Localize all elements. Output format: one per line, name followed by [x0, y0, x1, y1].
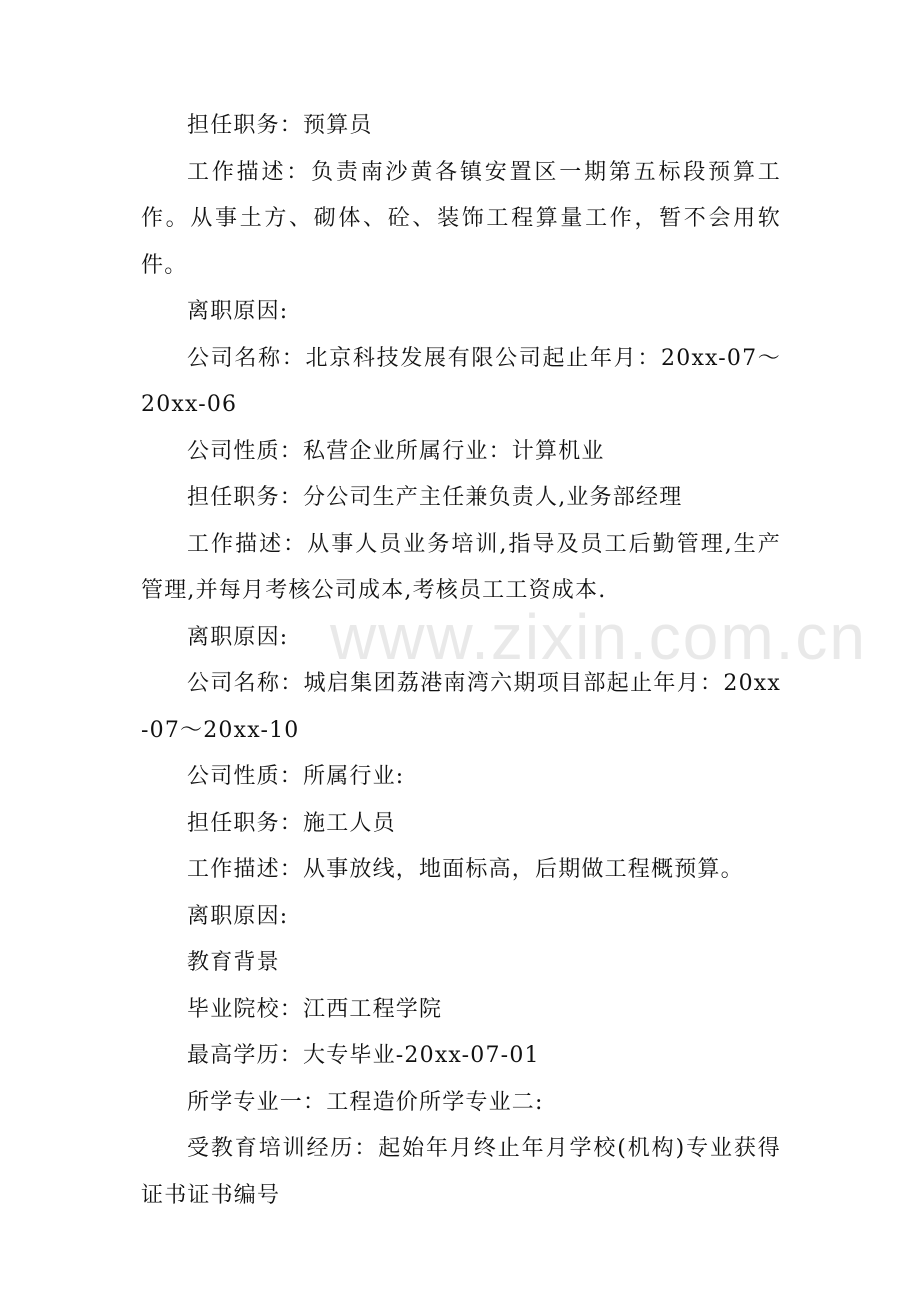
paragraph-training-history: 受教育培训经历：起始年月终止年月学校(机构)专业获得证书证书编号: [141, 1136, 781, 1208]
paragraph-leave-reason: 离职原因:: [187, 624, 289, 650]
document-body: [141, 103, 781, 1219]
paragraph-highest-degree: 最高学历：大专毕业-20xx-07-01: [187, 1043, 540, 1068]
paragraph-position: 担任职务：分公司生产主任兼负责人,业务部经理: [187, 485, 683, 510]
paragraph-company-name: 公司名称：北京科技发展有限公司起止年月：20xx-07～20xx-06: [141, 345, 781, 417]
paragraph-job-description: 工作描述：负责南沙黄各镇安置区一期第五标段预算工作。从事土方、砌体、砼、装饰工程算量工作，暂不会用软件。: [141, 159, 781, 278]
paragraph-position: 担任职务：预算员: [187, 113, 373, 138]
paragraph-school: 毕业院校：江西工程学院: [187, 996, 443, 1022]
section-heading-education: 教育背景: [187, 950, 280, 975]
paragraph-position: 担任职务：施工人员: [187, 810, 396, 836]
paragraph-company-name: 公司名称：城启集团荔港南湾六期项目部起止年月：20xx-07～20xx-10: [141, 671, 781, 743]
paragraph-leave-reason: 离职原因:: [187, 903, 289, 929]
watermark: www.zixin.com.cn: [330, 601, 867, 673]
paragraph-job-description: 工作描述：从事人员业务培训,指导及员工后勤管理,生产管理,并每月考核公司成本,考核员工工资成本.: [141, 531, 781, 603]
paragraph-company-nature: 公司性质：私营企业所属行业：计算机业: [187, 438, 605, 464]
paragraph-major: 所学专业一：工程造价所学专业二:: [187, 1089, 544, 1115]
paragraph-leave-reason: 离职原因:: [187, 299, 289, 324]
paragraph-company-nature: 公司性质：所属行业:: [187, 764, 405, 789]
paragraph-job-description: 工作描述：从事放线，地面标高，后期做工程概预算。: [187, 857, 744, 882]
